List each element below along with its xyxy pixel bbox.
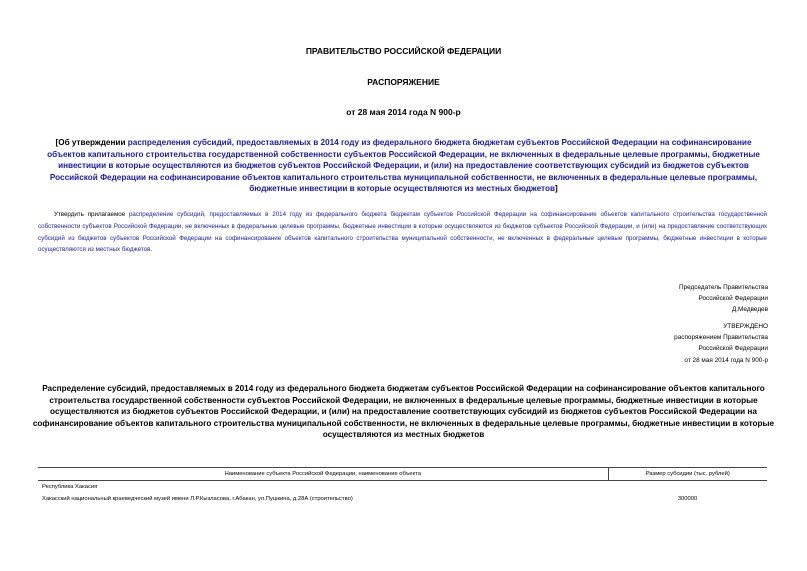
column-header-name: Наименование субъекта Российской Федерации, наименование объекта [38, 468, 608, 481]
table-cell-name: Хакасский национальный краеведческий музей имени Л.Р.Кызласова, г.Абакан, ул.Пушкина, д.28А (строительство) [42, 496, 353, 502]
title-prefix: [Об утверждении [55, 138, 128, 147]
document-body [38, 209, 767, 256]
approval-line-2: распоряжением Правительства [674, 334, 768, 342]
section-heading: Распределение субсидий, предоставляемых в 2014 году из федерального бюджета бюджетам субъектов Российской Федерации на софинансирование объектов капитального строительства государственной собственности субъектов Российской Федерации, не включенных в федеральные целевые программы, бюджетные инвестиции в которые осуществляются из бюджетов субъектов Российской Федерации, и (или) на предоставление соответствующих субсидий из бюджетов субъектов Российской Федерации на софинансирование объектов капитального строительства муниципальной собственности, не включенных в федеральные целевые программы, бюджетные инвестиции в которые осуществляются из местных бюджетов [32, 384, 775, 440]
signature-name: Д.Медведев [731, 306, 768, 314]
body-lead: Утвердить прилагаемое [54, 211, 129, 218]
signature-org: Российской Федерации [698, 295, 768, 303]
approval-label: УТВЕРЖДЕНО [723, 323, 768, 330]
table-row [38, 493, 767, 505]
body-link[interactable]: распределение субсидий, предоставляемых в 2014 году из федерального бюджета бюджетам субъектов Российской Федерации на софинансирование объектов капитального строительства государственной собственности субъектов Российской Федерации, не включенных в федеральные целевые программы, бюджетные инвестиции в которые осуществляются из бюджетов субъектов Российской Федерации, и (или) на предоставление соответствующих субсидий из бюджетов субъектов Российской Федерации на софинансирование объектов капитального строительства муниципальной собственности, не включенных в федеральные целевые программы, бюджетные инвестиции в которые осуществляются из местных бюджетов [38, 211, 767, 254]
document-type: РАСПОРЯЖЕНИЕ [367, 77, 440, 87]
approval-block [674, 321, 768, 366]
government-name: ПРАВИТЕЛЬСТВО РОССИЙСКОЙ ФЕДЕРАЦИИ [305, 46, 502, 56]
table-cell-amount: 300000 [677, 496, 698, 502]
document-title [44, 137, 763, 195]
table-header-row [38, 468, 767, 481]
table-cell-amount [608, 481, 767, 494]
approval-date: от 28 мая 2014 года N 900-р [684, 356, 768, 364]
body-end: . [150, 246, 153, 254]
table-row [38, 481, 767, 494]
column-header-amount: Размер субсидии (тыс. рублей) [608, 468, 767, 481]
title-suffix: ] [555, 184, 558, 194]
subsidy-table [38, 467, 767, 505]
title-link[interactable]: распределения субсидий, предоставляемых в 2014 году из федерального бюджета бюджетам субъектов Российской Федерации на софинансирование объектов капитального строительства государственной собственности субъектов Российской Федерации, не включенных в федеральные целевые программы, бюджетные инвестиции в которые осуществляются из бюджетов субъектов Российской Федерации, и (или) на предоставление соответствующих субсидий из бюджетов субъектов Российской Федерации на софинансирование объектов капитального строительства муниципальной собственности, не включенных в федеральные целевые программы, бюджетные инвестиции в которые осуществляются из местных бюджетов [47, 138, 760, 194]
table-cell-name: Республика Хакасия [42, 484, 98, 490]
signature-block [679, 282, 768, 316]
signature-position: Председатель Правительства [679, 284, 768, 291]
approval-line-3: Российской Федерации [698, 345, 768, 353]
document-date-number: от 28 мая 2014 года N 900-р [346, 107, 461, 117]
